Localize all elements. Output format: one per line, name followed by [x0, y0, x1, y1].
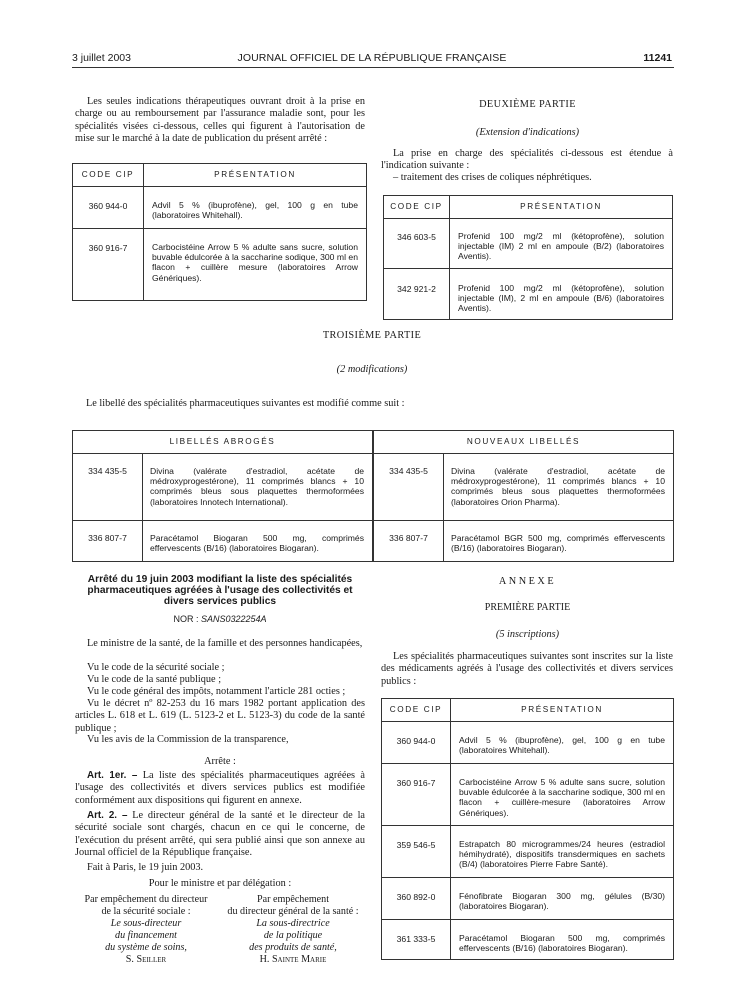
presentation: Fénofibrate Biogaran 300 mg, gélules (B/30) (laboratoires Biogaran).: [451, 878, 674, 920]
table-header-row: [73, 164, 367, 187]
table-row: [384, 268, 673, 320]
deuxieme-paragraph: La prise en charge des spécialités ci-dessous est étendue à l'indication suivante :: [381, 148, 673, 172]
visa-2: Vu le code de la santé publique ;: [87, 674, 222, 685]
presentation: Estrapatch 80 microgrammes/24 heures (estradiol hémihydraté), dispositifs transdermiques en sachets (B/4) (laboratoires Pierre Fabre Santé).: [451, 826, 674, 878]
issue-date: 3 juillet 2003: [72, 52, 131, 64]
presentation: Paracétamol Biogaran 500 mg, comprimés effervescents (B/16) (laboratoires Biogaran).: [451, 920, 674, 960]
table-row: [382, 920, 674, 960]
code-cip: 336 807-7: [374, 521, 444, 561]
signature-left: [72, 894, 220, 966]
troisieme-paragraph: Le libellé des spécialités pharmaceutiques suivantes est modifié comme suit :: [86, 398, 405, 409]
code-cip: 346 603-5: [384, 219, 450, 269]
nor-line: [75, 614, 365, 624]
table-modifications: [72, 430, 674, 562]
table-inscriptions-remboursement: [72, 163, 367, 301]
visa-3: Vu le code général des impôts, notamment l'article 281 octies ;: [87, 686, 346, 697]
col-presentation: PRÉSENTATION: [451, 699, 674, 722]
code-cip: 360 892-0: [382, 878, 451, 920]
table-row: [382, 826, 674, 878]
journal-title: JOURNAL OFFICIEL DE LA RÉPUBLIQUE FRANÇAISE: [237, 52, 507, 64]
visa-5: Vu les avis de la Commission de la transparence,: [87, 734, 289, 745]
col-code-cip: CODE CIP: [382, 699, 451, 722]
annexe-paragraph: Les spécialités pharmaceutiques suivantes sont inscrites sur la liste des médicaments agréés à l'usage des collectivités et divers services publics :: [381, 651, 673, 687]
article-1-text: La liste des spécialités pharmaceutiques agréées à l'usage des collectivités et divers services publics est modifiée conformément aux dispositions qui figurent en annexe.: [75, 770, 365, 806]
sig-line: de la politique: [263, 930, 323, 941]
intro-paragraph: Les seules indications thérapeutiques ouvrant droit à la prise en charge ou au remboursement par l'assurance maladie sont, pour les spécialités visées ci-dessous, celles qui figurent à l'autorisation de mise sur le marché à la date de publication du présent arrêté :: [75, 96, 365, 145]
presentation: Paracétamol Biogaran 500 mg, comprimés effervescents (B/16) (laboratoires Biogaran).: [150, 533, 364, 554]
presentation: Carbocistéine Arrow 5 % adulte sans sucre, solution buvable édulcorée à la saccharine sodique, 300 ml en flacon + cuillère-mesure (laboratoires Arrow Génériques).: [451, 764, 674, 826]
sig-line: Par empêchement: [256, 894, 330, 905]
section-subtitle-troisieme: (2 modifications): [336, 364, 408, 375]
code-cip: 360 916-7: [382, 764, 451, 826]
presentation: Divina (valérate d'estradiol, acétate de médroxyprogestérone), 11 comprimés blancs + 10 comprimés bleus sous plaquettes thermoformées (laboratoires Orion Pharma).: [451, 466, 665, 507]
visa-1: Vu le code de la sécurité sociale ;: [87, 662, 225, 673]
presentation: Profenid 100 mg/2 ml (kétoprofène), solution injectable (IM), 2 ml en ampoule (B/6) (laboratoires Aventis).: [450, 268, 673, 320]
sig-line: de la sécurité sociale :: [101, 906, 191, 917]
table-row: [384, 219, 673, 269]
sig-line: Par empêchement du directeur: [84, 894, 208, 905]
table-row: [382, 722, 674, 764]
page-header: [72, 52, 672, 68]
header-rule: [72, 67, 674, 68]
table-header-row: [382, 699, 674, 722]
annexe-title: ANNEXE: [498, 576, 557, 587]
code-cip: 334 435-5: [374, 454, 444, 520]
presentation: Paracétamol BGR 500 mg, comprimés effervescents (B/16) (laboratoires Biogaran).: [451, 533, 665, 554]
code-cip: 342 921-2: [384, 268, 450, 320]
sig-line: La sous-directrice: [256, 918, 330, 929]
presentation: Advil 5 % (ibuprofène), gel, 100 g en tube (laboratoires Whitehall).: [144, 187, 367, 229]
table-header-row: [384, 196, 673, 219]
col-nouveaux-libelles: NOUVEAUX LIBELLÉS: [466, 436, 581, 446]
page-number: 11241: [643, 52, 672, 64]
nor-value: SANS0322254A: [200, 614, 267, 624]
table-row: [73, 187, 367, 229]
arrete-preamble: Le ministre de la santé, de la famille et des personnes handicapées,: [87, 638, 363, 649]
code-cip: 360 944-0: [73, 187, 144, 229]
presentation: Carbocistéine Arrow 5 % adulte sans sucre, solution buvable édulcorée à la saccharine sodique, 300 ml en flacon + cuillère mesure (laboratoires Arrow Génériques).: [144, 229, 367, 301]
code-cip: 360 944-0: [382, 722, 451, 764]
presentation: Profenid 100 mg/2 ml (kétoprofène), solution injectable (IM) 2 ml en ampoule (B/2) (laboratoires Aventis).: [450, 219, 673, 269]
section-subtitle-deuxieme: (Extension d'indications): [475, 127, 580, 138]
delegation-line: Pour le ministre et par délégation :: [148, 878, 292, 889]
section-title-troisieme: TROISIÈME PARTIE: [322, 330, 422, 341]
arrete-label: Arrête :: [204, 756, 236, 767]
presentation: Divina (valérate d'estradiol, acétate de médroxyprogestérone), 11 comprimés blancs + 10 comprimés bleus sous plaquettes thermoformées (laboratoires Innotech International).: [150, 466, 364, 507]
visa-4: Vu le décret nº 82-253 du 16 mars 1982 portant application des articles L. 618 et L. 619 (L. 5123-2 et L. 5123-3) du code de la santé publique ;: [75, 698, 365, 734]
col-presentation: PRÉSENTATION: [450, 196, 673, 219]
annexe-subtitle: (5 inscriptions): [495, 629, 560, 640]
sig-line: Le sous-directeur: [110, 918, 182, 929]
col-presentation: PRÉSENTATION: [144, 164, 367, 187]
table-row: [73, 453, 673, 520]
code-cip: 334 435-5: [73, 454, 143, 520]
sig-line: du système de soins,: [105, 942, 187, 953]
code-cip: 359 546-5: [382, 826, 451, 878]
table-annexe-inscriptions: [381, 698, 674, 960]
col-code-cip: CODE CIP: [73, 164, 144, 187]
col-code-cip: CODE CIP: [384, 196, 450, 219]
article-2: [75, 810, 365, 860]
code-cip: 360 916-7: [73, 229, 144, 301]
nor-label: NOR :: [173, 614, 199, 624]
sig-line: du financement: [115, 930, 177, 941]
signatory-name: H. Sainte Marie: [259, 954, 327, 965]
table-row: [382, 764, 674, 826]
table-row: [382, 878, 674, 920]
article-1-label: Art. 1er. –: [87, 770, 138, 781]
section-title-deuxieme: DEUXIÈME PARTIE: [479, 99, 576, 110]
arrete-title: Arrêté du 19 juin 2003 modifiant la liste des spécialités pharmaceutiques agréées à l'usage des collectivités et divers services publics: [87, 574, 353, 608]
presentation: Advil 5 % (ibuprofène), gel, 100 g en tube (laboratoires Whitehall).: [451, 722, 674, 764]
table-row: [73, 520, 673, 561]
article-2-text: Le directeur général de la santé et le directeur de la sécurité sociale sont chargés, chacun en ce qui le concerne, de l'exécution du présent arrêté, qui sera publié ainsi que son annexe au Journal officiel de la République française.: [75, 810, 365, 859]
col-libelles-abroges: LIBELLÉS ABROGÉS: [73, 431, 374, 453]
article-2-label: Art. 2. –: [87, 810, 128, 821]
sig-line: des produits de santé,: [249, 942, 337, 953]
deuxieme-item: – traitement des crises de coliques néphrétiques.: [393, 172, 592, 183]
fait-a-paris: Fait à Paris, le 19 juin 2003.: [87, 862, 204, 873]
table-row: [73, 229, 367, 301]
table-header-row: [73, 431, 673, 453]
sig-line: du directeur général de la santé :: [227, 906, 359, 917]
code-cip: 336 807-7: [73, 521, 143, 561]
table-extension-indications: [383, 195, 673, 320]
signature-right: [218, 894, 368, 966]
code-cip: 361 333-5: [382, 920, 451, 960]
article-1: [75, 770, 365, 807]
signatory-name: S. Seiller: [125, 954, 167, 965]
annexe-partie: PREMIÈRE PARTIE: [484, 602, 571, 613]
